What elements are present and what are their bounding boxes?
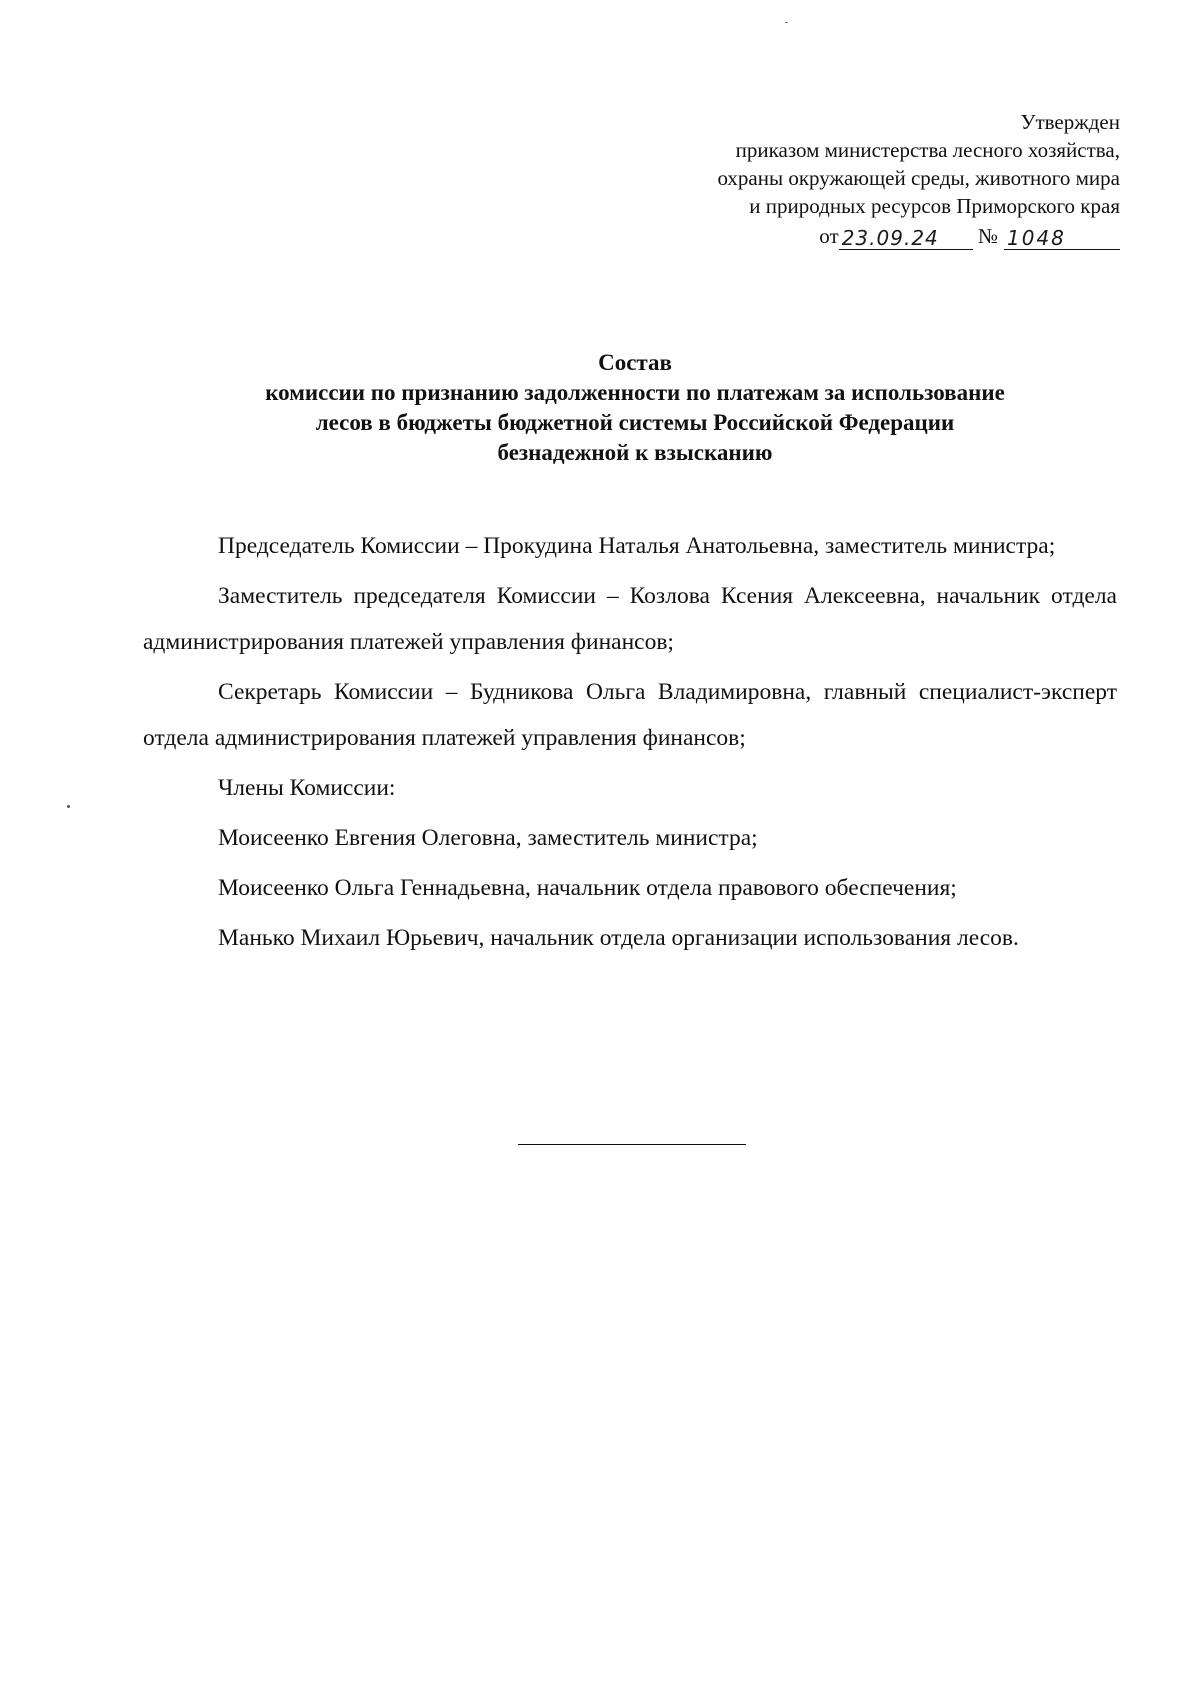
title-line-3: лесов в бюджеты бюджетной системы Российской Федерации: [315, 410, 955, 435]
secretary-paragraph: Секретарь Комиссии – Будникова Ольга Владимировна, главный специалист-эксперт отдела администрирования платежей управления финансов;: [143, 679, 1117, 751]
handwritten-number: 1048: [1004, 227, 1120, 250]
approval-line-2: приказом министерства лесного хозяйства,: [735, 138, 1120, 162]
members-header: Члены Комиссии:: [218, 775, 396, 801]
approval-line-3: охраны окружающей среды, животного мира: [717, 166, 1120, 190]
title-line-4: безнадежной к взысканию: [497, 440, 773, 465]
number-prefix: №: [977, 224, 998, 248]
title-line-1: Состав: [598, 350, 672, 375]
chairman-paragraph: Председатель Комиссии – Прокудина Наталья Анатольевна, заместитель министра;: [218, 533, 1056, 559]
approval-line-4: и природных ресурсов Приморского края: [749, 194, 1120, 218]
approval-stamp-block: [600, 108, 1120, 250]
document-title: [130, 348, 1140, 468]
commission-composition: [143, 523, 1117, 965]
member-1: Моисеенко Евгения Олеговна, заместитель министра;: [218, 825, 758, 851]
title-line-2: комиссии по признанию задолженности по платежам за использование: [265, 380, 1005, 405]
scan-speck: [785, 22, 788, 23]
approval-date-row: [600, 222, 1120, 250]
handwritten-date: 23.09.24: [839, 227, 973, 250]
end-of-document-rule: [518, 1144, 746, 1145]
member-2: Моисеенко Ольга Геннадьевна, начальник отдела правового обеспечения;: [218, 875, 957, 901]
scan-speck: [67, 805, 70, 808]
date-prefix: от: [819, 224, 839, 248]
member-3: Манько Михаил Юрьевич, начальник отдела организации использования лесов.: [218, 925, 1019, 951]
deputy-paragraph: Заместитель председателя Комиссии – Козлова Ксения Алексеевна, начальник отдела администрирования платежей управления финансов;: [143, 583, 1117, 655]
approval-line-1: Утвержден: [1020, 110, 1120, 134]
